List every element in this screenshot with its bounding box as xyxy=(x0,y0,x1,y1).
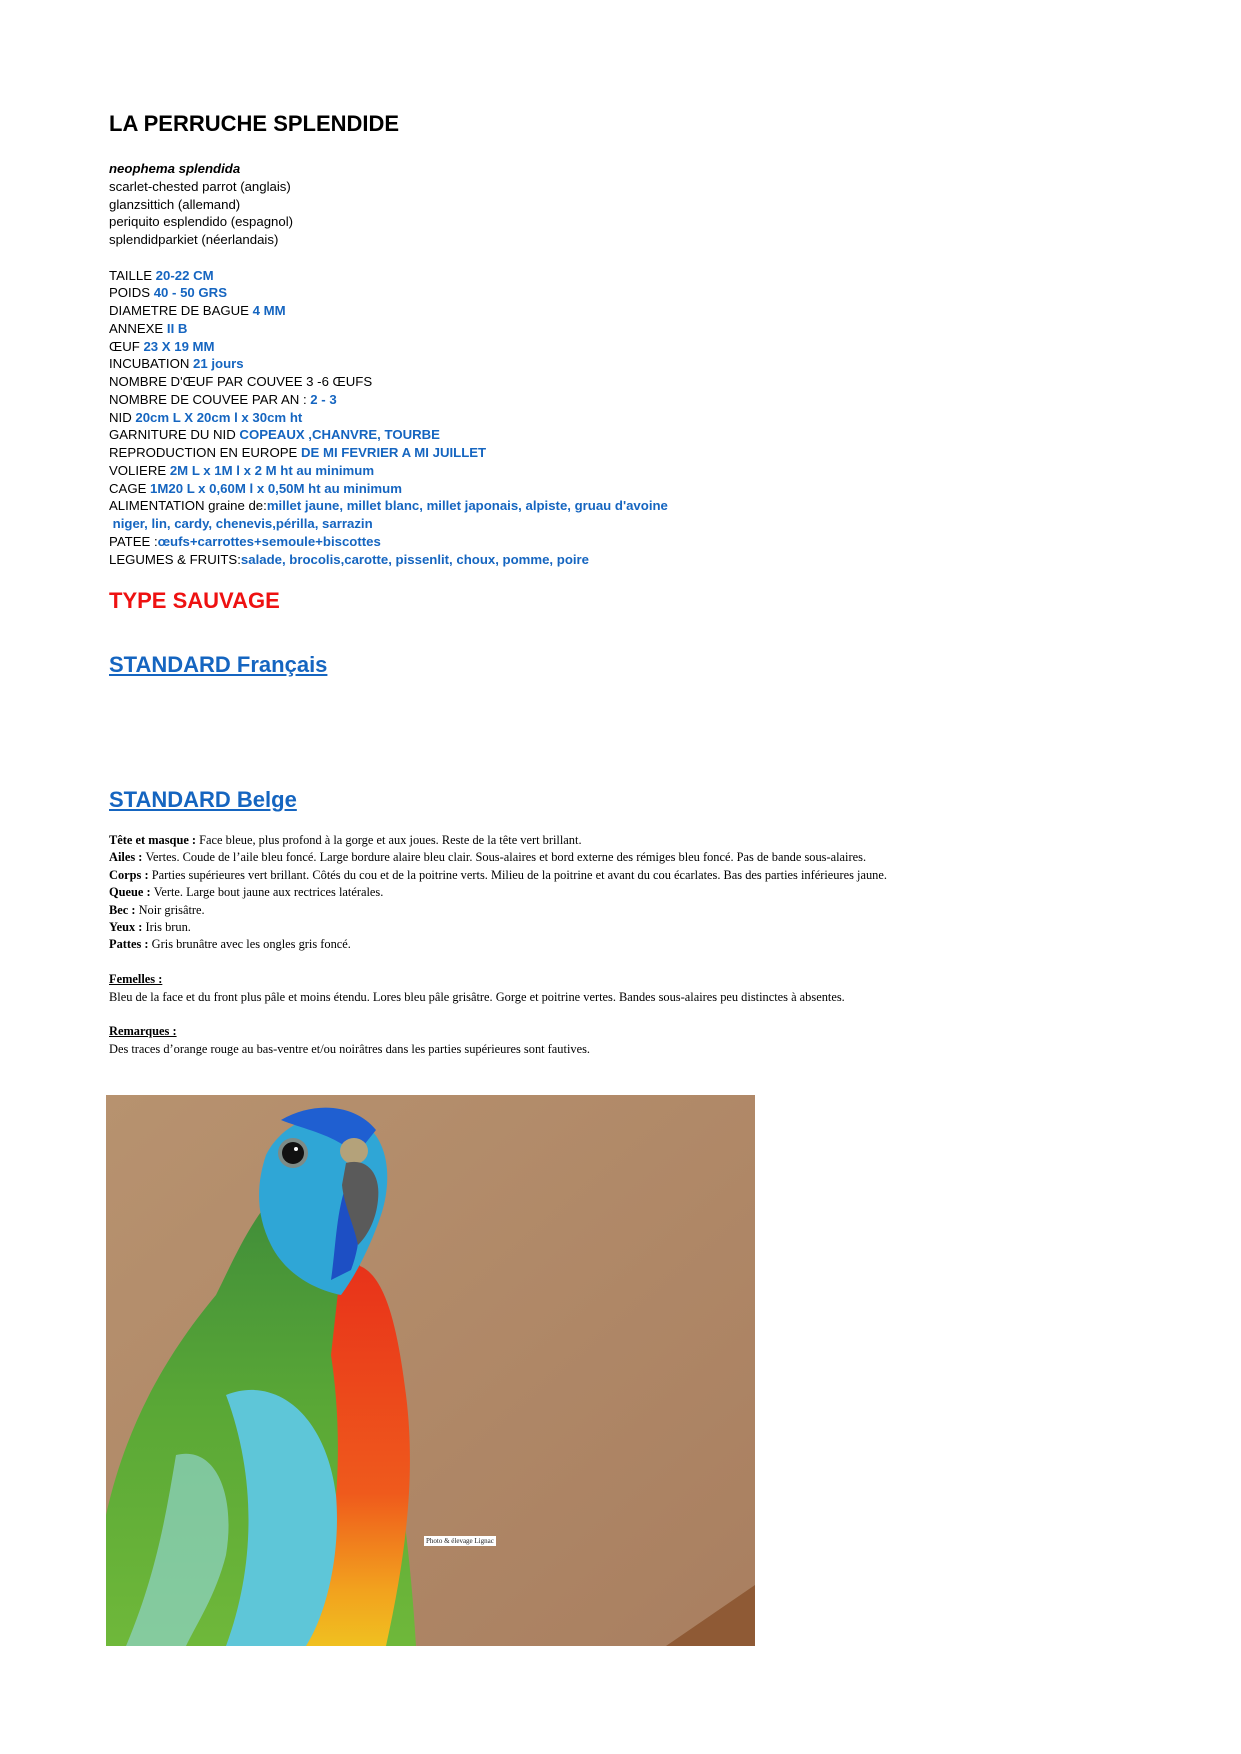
femelles-heading: Femelles : xyxy=(109,972,163,987)
fact-label: ŒUF xyxy=(109,338,144,354)
fact-label: VOLIERE xyxy=(109,462,170,478)
photo-caption: Photo & élevage Lignac xyxy=(426,1537,494,1545)
item-text: Face bleue, plus profond à la gorge et aux joues. Reste de la tête vert brillant. xyxy=(199,833,582,847)
fact-poids xyxy=(109,284,668,302)
fact-nid xyxy=(109,409,668,427)
fact-value: 20cm L X 20cm l x 30cm ht xyxy=(135,409,303,425)
common-name: periquito esplendido (espagnol) xyxy=(109,214,294,230)
type-heading: TYPE SAUVAGE xyxy=(109,588,280,613)
fact-label: GARNITURE DU NID xyxy=(109,427,240,443)
item-text: Parties supérieures vert brillant. Côtés du cou et de la poitrine verts. Milieu de la poitrine et avant du cou écarlates. Bas des parties inférieures jaune. xyxy=(151,867,887,882)
fact-garniture xyxy=(109,426,668,444)
fact-value: salade, brocolis,carotte, pissenlit, choux, pomme, poire xyxy=(240,551,590,567)
fact-label: ANNEXE xyxy=(109,320,167,336)
fact-value: 40 - 50 GRS xyxy=(153,285,228,301)
fact-label: LEGUMES & FRUITS: xyxy=(109,551,241,567)
fact-cage xyxy=(109,480,668,498)
fact-value: 21 jours xyxy=(193,356,244,372)
page-title: LA PERRUCHE SPLENDIDE xyxy=(109,111,400,136)
fact-label: REPRODUCTION EN EUROPE xyxy=(109,445,301,460)
remarques-heading: Remarques : xyxy=(109,1024,177,1039)
item-label: Tête et masque : xyxy=(109,833,200,847)
standard-item xyxy=(109,832,887,849)
fact-label: TAILLE xyxy=(109,267,156,283)
standard-item xyxy=(109,936,887,953)
fact-alimentation-cont xyxy=(109,515,668,533)
standard-belge-link[interactable]: STANDARD Belge xyxy=(109,787,297,812)
fact-label: POIDS xyxy=(109,285,154,301)
fact-patee xyxy=(109,533,668,551)
fact-label: NID xyxy=(109,409,136,425)
fact-value: 23 X 19 MM xyxy=(143,338,215,354)
fact-alimentation xyxy=(109,497,668,515)
standard-item xyxy=(109,902,887,919)
standard-belge-text xyxy=(109,832,887,1058)
fact-value: II B xyxy=(166,320,188,336)
fact-legumes-fruits xyxy=(109,551,668,569)
standard-item xyxy=(109,884,887,901)
fact-value: millet jaune, millet blanc, millet japonais, alpiste, gruau d'avoine xyxy=(266,498,668,514)
item-label: Yeux : xyxy=(109,920,146,935)
fact-value: DE MI FEVRIER A MI JUILLET xyxy=(300,445,487,460)
fact-voliere xyxy=(109,462,668,480)
fact-value: 4 MM xyxy=(252,303,286,318)
standard-item xyxy=(109,919,887,936)
common-name: glanzsittich (allemand) xyxy=(109,196,241,212)
fact-bague xyxy=(109,302,668,320)
fact-label: CAGE xyxy=(109,480,151,496)
fact-value: 1M20 L x 0,60M l x 0,50M ht au minimum xyxy=(150,480,402,496)
fact-label: DIAMETRE DE BAGUE xyxy=(109,303,253,318)
spacer xyxy=(109,1006,887,1023)
fact-reproduction xyxy=(109,444,668,462)
fact-value: 2M L x 1M l x 2 M ht au minimum xyxy=(169,462,375,478)
fact-incubation xyxy=(109,355,668,373)
fact-label: PATEE : xyxy=(109,533,158,549)
common-name: scarlet-chested parrot (anglais) xyxy=(109,178,291,194)
item-text: Noir grisâtre. xyxy=(138,902,205,917)
spacer xyxy=(109,954,887,971)
fact-value: œufs+carrottes+semoule+biscottes xyxy=(157,533,381,549)
item-text: Vertes. Coude de l’aile bleu foncé. Large bordure alaire bleu clair. Sous-alaires et bord externe des rémiges bleu foncé. Pas de bande sous-alaires. xyxy=(145,850,867,865)
remarques-text: Des traces d’orange rouge au bas-ventre et/ou noirâtres dans les parties supérieures sont fautives. xyxy=(109,1041,590,1056)
species-info xyxy=(109,160,668,568)
fact-label: ALIMENTATION graine de: xyxy=(109,498,267,514)
item-text: Verte. Large bout jaune aux rectrices latérales. xyxy=(153,885,384,900)
item-label: Corps : xyxy=(109,867,152,882)
fact-label: INCUBATION xyxy=(109,356,194,372)
common-name: splendidparkiet (néerlandais) xyxy=(109,232,279,247)
fact-value: niger, lin, cardy, chenevis,périlla, sarrazin xyxy=(112,516,373,531)
fact-annexe xyxy=(109,320,668,338)
item-label: Pattes : xyxy=(109,937,152,952)
fact-value: COPEAUX ,CHANVRE, TOURBE xyxy=(239,427,440,443)
fact-oeuf xyxy=(109,338,668,356)
spacer xyxy=(109,249,668,267)
item-label: Bec : xyxy=(109,902,139,917)
item-label: Queue : xyxy=(109,885,154,900)
item-text: Iris brun. xyxy=(145,920,191,935)
fact-value: 20-22 CM xyxy=(155,267,214,283)
standard-item xyxy=(109,849,887,866)
item-label: Ailes : xyxy=(109,850,146,865)
scientific-name: neophema splendida xyxy=(109,161,241,176)
fact-value: 2 - 3 xyxy=(310,391,337,407)
item-text: Gris brunâtre avec les ongles gris foncé. xyxy=(151,937,351,952)
fact-label: NOMBRE DE COUVEE PAR AN : xyxy=(109,391,311,407)
standard-francais-link[interactable]: STANDARD Français xyxy=(109,652,328,677)
fact-couvees-par-an xyxy=(109,391,668,409)
fact-label: NOMBRE D'ŒUF PAR COUVEE 3 -6 ŒUFS xyxy=(109,374,373,389)
femelles-text: Bleu de la face et du front plus pâle et moins étendu. Lores bleu pâle grisâtre. Gorge et poitrine vertes. Bandes sous-alaires peu distinctes à absentes. xyxy=(109,989,845,1004)
parrot-illustration xyxy=(106,1095,755,1646)
standard-item xyxy=(109,867,887,884)
fact-taille xyxy=(109,267,668,285)
fact-oeufs-par-couvee xyxy=(109,373,668,391)
parrot-photo xyxy=(106,1095,755,1646)
